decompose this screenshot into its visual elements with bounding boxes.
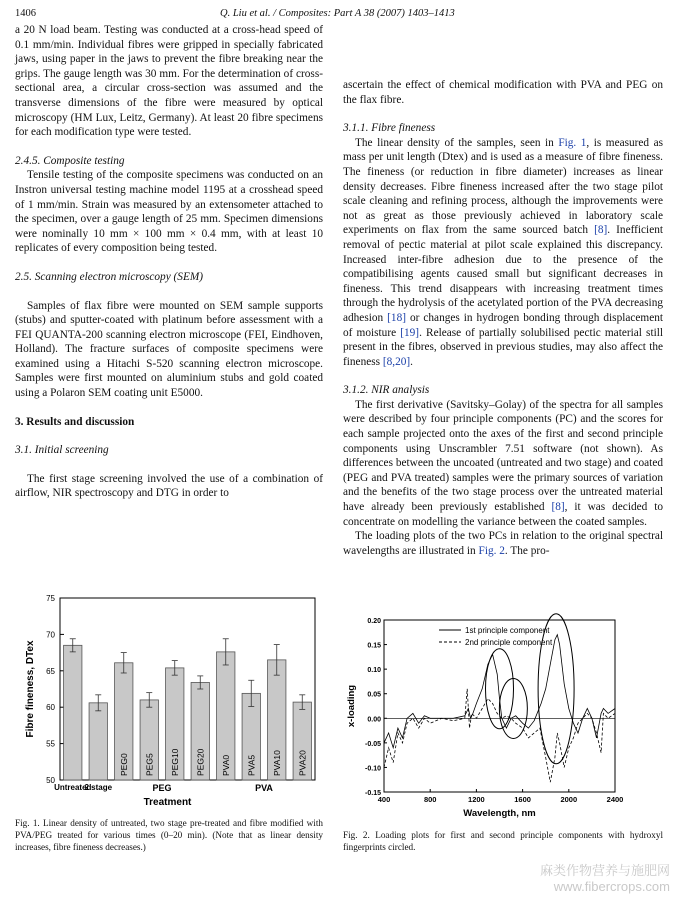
- y-tick-label: 0.20: [367, 618, 381, 625]
- paragraph: ascertain the effect of chemical modification with PVA and PEG on the flax fibre.: [343, 79, 663, 106]
- section-heading: 3.1.2. NIR analysis: [343, 384, 430, 397]
- page-number: 1406: [15, 8, 36, 19]
- bar-label: PVA0: [220, 754, 231, 776]
- group-label: PVA: [255, 783, 273, 793]
- citation-link[interactable]: [8]: [594, 224, 608, 237]
- group-label: PEG: [152, 783, 172, 793]
- bar-label: PVA10: [271, 750, 282, 776]
- section-heading: 2.4.5. Composite testing: [15, 154, 125, 167]
- citation-link[interactable]: [18]: [387, 311, 406, 324]
- y-tick-label: 75: [46, 594, 55, 603]
- x-tick-label: Untreated: [54, 783, 92, 792]
- y-tick-label: 70: [46, 630, 55, 640]
- section-heading: 3.1. Initial screening: [15, 444, 109, 457]
- paragraph: The first stage screening involved the use of a combination of airflow, NIR spectroscopy and DTG in order to: [15, 472, 323, 500]
- legend-label: 2nd principle component: [465, 638, 553, 647]
- bar: [89, 703, 107, 780]
- x-tick-label: 2 stage: [84, 783, 113, 792]
- section-heading: 3.1.1. Fibre fineness: [343, 122, 436, 135]
- paragraph: Tensile testing of the composite specimens was conducted on an Instron universal testing machine model 1195 at a crosshead speed of 1 mm/min. Strain was measured by an extensometer attached to the specimen, over a gauge length of 25 mm. Specimen dimensions were nominally 10 mm × 100 mm × 0.4 mm, with at least 10 replicates of every composition being tested.: [15, 169, 323, 255]
- y-tick-label: 55: [46, 739, 55, 749]
- y-tick-label: -0.10: [365, 765, 381, 773]
- x-tick-label: 1600: [514, 795, 531, 804]
- figure-1-bar-chart: [10, 590, 330, 815]
- x-tick-label: 1200: [468, 795, 485, 804]
- paragraph: a 20 N load beam. Testing was conducted at a cross-head speed of 0.1 mm/min. Individual fibres were gripped in specially fabricated jaws, using paper in the jaws to prevent the fibre breaking near the grips. The gauge length was 30 mm. For the determination of cross-sectional area, a circular cross-section was assumed and the transverse dimensions of the fibre were measured by optical microscopy (HM Lux, Leitz, Germany). At least 20 fibre specimens for each modification type were tested.: [15, 24, 323, 139]
- x-tick-label: 2000: [560, 795, 578, 804]
- figure-2-caption: Fig. 2. Loading plots for first and second principle components with hydroxyl fingerprints circled.: [343, 830, 663, 852]
- bar-label: PEG10: [169, 748, 180, 776]
- bar-label: PEG5: [144, 753, 155, 776]
- paragraph: The loading plots of the two PCs in relation to the original spectral wavelengths are illustrated in Fig. 2. The pro-: [343, 530, 663, 557]
- figure-link[interactable]: Fig. 1: [558, 136, 587, 149]
- x-axis-label: Treatment: [143, 797, 192, 808]
- y-tick-label: 50: [46, 776, 55, 785]
- y-tick-label: 0.15: [367, 642, 381, 650]
- right-column: [343, 78, 663, 558]
- y-axis-label: x-loading: [346, 684, 357, 728]
- y-tick-label: 0.00: [367, 716, 381, 724]
- citation-link[interactable]: [19]: [400, 326, 420, 339]
- y-tick-label: 60: [46, 703, 55, 713]
- paragraph: The first derivative (Savitsky–Golay) of the spectra for all samples were described by four principle components (PC) and the scores for each sample projected onto the axes of the first and second principle components using Unscrambler 7.51 software (not shown). As differences between the uncoated (untreated and two stage) and coated (PEG and PVA treated) samples were the primary sources of variation and the benefits of the two stage process over the untreated material have already been previously established [8], it was decided to concentrate on modelling the variance between the coated samples.: [343, 398, 663, 528]
- bar-label: PEG0: [118, 753, 129, 776]
- left-column: [15, 23, 323, 501]
- bar-label: PVA20: [297, 750, 308, 776]
- y-axis-label: Fibre fineness, DTex: [25, 640, 36, 738]
- figure-2-line-chart: [340, 612, 630, 822]
- legend-label: 1st principle component: [465, 626, 550, 635]
- citation-link[interactable]: [8,20]: [382, 355, 411, 368]
- x-axis-label: Wavelength, nm: [463, 808, 536, 819]
- y-tick-label: 65: [46, 666, 55, 676]
- paragraph: Samples of flax fibre were mounted on SEM sample supports (stubs) and sputter-coated with platinum before assessment with a FEI QUANTA-200 scanning electron microscope (FEI, Eindhoven, Holland). The fracture surfaces of composite specimens were examined using a Hitachi S-520 scanning electron microscope. Samples were first mounted on aluminium stubs and gold coated using a Polaron SEM coating unit E5000.: [15, 299, 323, 400]
- running-title: Q. Liu et al. / Composites: Part A 38 (2007) 1403–1413: [220, 8, 455, 19]
- bar-label: PVA5: [246, 754, 257, 776]
- figure-1-caption: Fig. 1. Linear density of untreated, two stage pre-treated and fibre modified with PVA/PEG treated for various times (0–20 min). (Note that as linear density increases, fibre fineness decreases.): [15, 818, 323, 852]
- bar-label: PEG20: [195, 748, 206, 776]
- figure-link[interactable]: Fig. 2: [478, 544, 505, 557]
- y-tick-label: -0.05: [365, 740, 381, 748]
- section-heading: 2.5. Scanning electron microscopy (SEM): [15, 270, 204, 283]
- watermark: 麻类作物营养与施肥网 www.fibercrops.com: [539, 863, 670, 894]
- x-tick-label: 800: [423, 795, 437, 804]
- y-tick-label: 0.10: [367, 667, 381, 675]
- paragraph: The linear density of the samples, seen in Fig. 1, is measured as mass per unit length (Dtex) and is used as a measure of fibre fineness. The fineness (or reduction in fibre diameter) increases as linear density decreases. Fibre fineness increased after the two stage pilot scale cleaning and refining process, although the improvements were not as great as those previously achieved in laboratory scale experiments on flax from the same sourced batch [8]. Inefficient removal of pectic material at pilot scale explained this discrepancy. Increased inter-fibre adhesion due to the presence of the compatibilising agents caused small but significant decreases in fineness. This trend disappears with increasing treatment times through the hydrolysis of the acetylated portion of the PVA decreasing adhesion [18] or changes in hydrogen bonding through displacement of moisture [19]. Release of partially solubilised pectic material still present in the fibres, observed in previous studies, may also affect the fineness [8,20].: [343, 136, 664, 368]
- citation-link[interactable]: [8]: [551, 501, 565, 514]
- section-heading: 3. Results and discussion: [15, 415, 135, 428]
- bar: [64, 645, 82, 780]
- x-tick-label: 400: [377, 795, 391, 804]
- y-tick-label: -0.15: [365, 790, 381, 797]
- series-line: [384, 635, 615, 748]
- y-tick-label: 0.05: [367, 691, 381, 699]
- x-tick-label: 2400: [606, 795, 624, 804]
